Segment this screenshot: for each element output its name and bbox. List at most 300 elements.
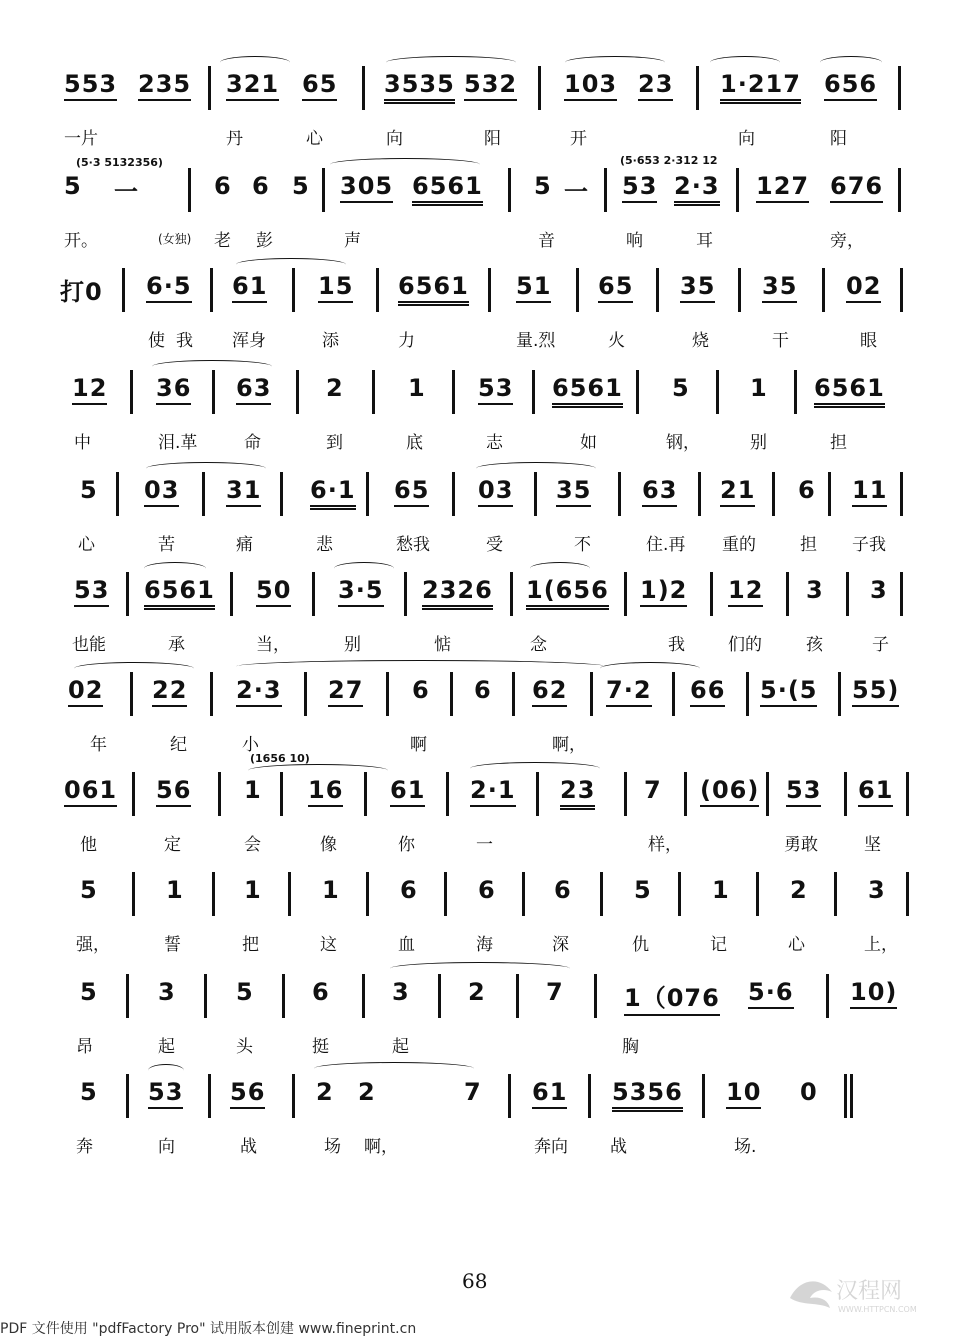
barline xyxy=(698,472,701,516)
slur xyxy=(236,660,606,673)
lyric: 定 xyxy=(164,835,181,855)
lyric: 惦 xyxy=(434,635,451,655)
lyric: 起 xyxy=(392,1037,409,1057)
barline xyxy=(512,672,515,716)
note-group: 10 xyxy=(726,1078,761,1109)
note-group: 10) xyxy=(850,978,897,1009)
slur xyxy=(565,56,665,69)
note-group: 11 xyxy=(852,476,887,507)
lyric: 悲 xyxy=(316,535,333,555)
barline xyxy=(210,672,213,716)
note-group: 6561 xyxy=(144,576,215,610)
lyric: 誓 xyxy=(164,935,181,955)
barline xyxy=(746,672,749,716)
barline xyxy=(450,672,453,716)
barline xyxy=(900,572,903,616)
slur xyxy=(600,662,700,675)
lyric: 子 xyxy=(872,635,889,655)
note-group: 321 xyxy=(226,70,279,101)
lyric: 头 xyxy=(236,1037,253,1057)
note-group: 1)2 xyxy=(640,576,687,607)
lyric: 浑身 xyxy=(232,331,266,351)
lyric: 开 xyxy=(570,129,587,149)
note-group: 65 xyxy=(598,272,633,303)
notes-row xyxy=(60,62,920,114)
barline xyxy=(822,268,825,312)
barline xyxy=(122,268,125,312)
lyric: 重的 xyxy=(722,535,756,555)
note-group: 12 xyxy=(728,576,763,607)
slur xyxy=(148,1064,184,1077)
note-group: 打0 xyxy=(60,278,103,306)
watermark-url: WWW.HTTPCN.COM xyxy=(838,1305,917,1314)
barline xyxy=(738,268,741,312)
note-group: 5 xyxy=(292,172,310,200)
lyric: 阳 xyxy=(830,129,847,149)
note-group: 5 xyxy=(634,876,652,904)
barline xyxy=(404,572,407,616)
barline xyxy=(212,370,215,414)
bracket-annotation: (5·653 2·312 12 xyxy=(620,154,718,167)
lyric: 声 xyxy=(344,231,361,251)
lyric: 旁， xyxy=(830,231,864,251)
note-group: 1 xyxy=(750,374,768,402)
lyric: 场 xyxy=(324,1137,341,1157)
lyric: 住.再 xyxy=(646,535,686,555)
note-group: 2·3 xyxy=(674,172,720,206)
score-system-6 xyxy=(60,568,920,668)
lyric: 受 xyxy=(486,535,503,555)
barline xyxy=(312,572,315,616)
slur xyxy=(390,962,570,975)
lyric: 会 xyxy=(244,835,261,855)
note-group: 56 xyxy=(156,776,191,807)
lyric: 把 xyxy=(242,935,259,955)
lyric: 使 xyxy=(148,331,165,351)
note-group: 55) xyxy=(852,676,899,707)
lyric: 奔向 xyxy=(534,1137,568,1157)
lyrics-row xyxy=(60,630,920,656)
note-group: 51 xyxy=(516,272,551,303)
lyric: 眼 xyxy=(860,331,877,351)
barline xyxy=(126,974,129,1018)
note-group: 5 xyxy=(534,172,552,200)
barline xyxy=(786,572,789,616)
note-group: 7 xyxy=(546,978,564,1006)
barline xyxy=(280,472,283,516)
note-group: 62 xyxy=(532,676,567,707)
note-group: 6 xyxy=(412,676,430,704)
barline xyxy=(624,772,627,816)
lyrics-row xyxy=(60,326,920,352)
note-group: 061 xyxy=(64,776,117,807)
notes-row xyxy=(60,970,920,1022)
lyric: 钢， xyxy=(666,433,700,453)
note-group: 53 xyxy=(74,576,109,607)
barline xyxy=(898,168,901,212)
slur xyxy=(314,1062,474,1075)
note-group: 6·1 xyxy=(310,476,356,510)
lyric: 战 xyxy=(240,1137,257,1157)
note-group: 7 xyxy=(464,1078,482,1106)
score-system-11 xyxy=(60,1070,920,1170)
note-group: 35 xyxy=(680,272,715,303)
barline xyxy=(296,370,299,414)
note-group: 63 xyxy=(642,476,677,507)
barline xyxy=(288,872,291,916)
note-group: 03 xyxy=(478,476,513,507)
barline xyxy=(590,672,593,716)
score-system-8 xyxy=(60,752,920,868)
note-group: 5 xyxy=(80,476,98,504)
barline xyxy=(366,872,369,916)
lyric: 心 xyxy=(306,129,323,149)
slur xyxy=(236,258,346,271)
barline xyxy=(282,974,285,1018)
lyric: 音 xyxy=(538,231,555,251)
lyric: 痛 xyxy=(236,535,253,555)
barline xyxy=(522,872,525,916)
barline xyxy=(508,1074,511,1118)
barline xyxy=(696,66,699,110)
barline xyxy=(898,66,901,110)
note-group: 6561 xyxy=(552,374,623,408)
lyric: 啊， xyxy=(364,1137,398,1157)
lyrics-row xyxy=(60,1132,920,1158)
lyric: 承 xyxy=(168,635,185,655)
barline xyxy=(130,370,133,414)
note-group: 3·5 xyxy=(338,576,384,607)
lyric: 海 xyxy=(476,935,493,955)
note-group: 6 xyxy=(400,876,418,904)
lyric: 丹 xyxy=(226,129,243,149)
note-group: (06) xyxy=(700,776,759,807)
barline xyxy=(534,472,537,516)
barline xyxy=(452,472,455,516)
note-group: 61 xyxy=(532,1078,567,1109)
barline xyxy=(794,370,797,414)
barline xyxy=(208,1074,211,1118)
lyric: 当， xyxy=(256,635,290,655)
barline xyxy=(126,1074,129,1118)
notes-row xyxy=(60,752,920,820)
score-system-3 xyxy=(60,264,920,364)
notes-row xyxy=(60,568,920,620)
note-group: 21 xyxy=(720,476,755,507)
lyrics-row xyxy=(60,428,920,454)
lyric: 向 xyxy=(386,129,403,149)
slur xyxy=(820,56,882,69)
barline xyxy=(132,872,135,916)
note-group: 5356 xyxy=(612,1078,683,1112)
note-group: 6 xyxy=(252,172,270,200)
slur xyxy=(330,158,480,171)
note-group: 1(656 xyxy=(526,576,609,610)
barline xyxy=(304,672,307,716)
note-group: 53 xyxy=(148,1078,183,1109)
lyric: 向 xyxy=(738,129,755,149)
final-barline xyxy=(844,1074,847,1118)
note-group: 5·6 xyxy=(748,978,794,1009)
note-group: 03 xyxy=(144,476,179,507)
barline xyxy=(372,370,375,414)
barline xyxy=(702,1074,705,1118)
lyric: 你 xyxy=(398,835,415,855)
note-group: 1 xyxy=(712,876,730,904)
note-group: 1 xyxy=(244,776,262,804)
barline xyxy=(366,472,369,516)
lyric: 心 xyxy=(78,535,95,555)
lyric: 命 xyxy=(244,433,261,453)
lyric: 子我 xyxy=(852,535,886,555)
lyric: 苦 xyxy=(158,535,175,555)
barline xyxy=(906,772,909,816)
barline xyxy=(618,472,621,516)
barline xyxy=(444,872,447,916)
note-group: 3 xyxy=(392,978,410,1006)
note-group: 61 xyxy=(858,776,893,807)
score-system-7 xyxy=(60,668,920,768)
note-group: 12 xyxy=(72,374,107,405)
note-group: 5 xyxy=(64,172,82,200)
note-group: 56 xyxy=(230,1078,265,1109)
note-group: 676 xyxy=(830,172,883,203)
notes-row xyxy=(60,868,920,920)
barline xyxy=(838,672,841,716)
note-group: 23 xyxy=(638,70,673,101)
note-group: 2326 xyxy=(422,576,493,610)
note-group: 3 xyxy=(806,576,824,604)
note-group: 53 xyxy=(786,776,821,807)
note-group: 2 xyxy=(326,374,344,402)
barline xyxy=(280,772,283,816)
note-group: 305 xyxy=(340,172,393,203)
barline xyxy=(756,872,759,916)
note-group: 1（076 xyxy=(624,978,720,1016)
lyric: 挺 xyxy=(312,1037,329,1057)
score-system-10 xyxy=(60,970,920,1070)
note-group: 6 xyxy=(474,676,492,704)
note-group: 61 xyxy=(232,272,267,303)
note-group: 35 xyxy=(762,272,797,303)
barline xyxy=(678,872,681,916)
lyric: 上， xyxy=(864,935,898,955)
lyric: 心 xyxy=(788,935,805,955)
note-group: 5 xyxy=(236,978,254,1006)
barline xyxy=(600,872,603,916)
note-group: 6561 xyxy=(814,374,885,408)
barline xyxy=(218,772,221,816)
barline xyxy=(588,1074,591,1118)
lyric: 样， xyxy=(648,835,682,855)
slur xyxy=(144,562,206,575)
barline xyxy=(126,572,129,616)
note-group: 6561 xyxy=(398,272,469,306)
barline xyxy=(210,268,213,312)
note-group: 一 xyxy=(114,178,139,206)
note-group: 0 xyxy=(800,1078,818,1106)
barline xyxy=(516,974,519,1018)
lyric: 阳 xyxy=(484,129,501,149)
lyric: 底 xyxy=(406,433,423,453)
score-system-1 xyxy=(60,62,920,162)
barline xyxy=(834,872,837,916)
lyric: 小 xyxy=(242,735,259,755)
lyric: 战 xyxy=(610,1137,627,1157)
barline xyxy=(230,572,233,616)
barline xyxy=(376,268,379,312)
note-group: 3 xyxy=(868,876,886,904)
barline xyxy=(208,66,211,110)
lyric: 他 xyxy=(80,835,97,855)
barline xyxy=(604,168,607,212)
lyric: 老 xyxy=(214,231,231,251)
lyric: 也能 xyxy=(72,635,106,655)
note-group: 65 xyxy=(394,476,429,507)
note-group: 1 xyxy=(322,876,340,904)
lyric: 我 xyxy=(176,331,193,351)
note-group: 2 xyxy=(468,978,486,1006)
note-group: 3 xyxy=(870,576,888,604)
barline xyxy=(452,370,455,414)
note-group: 5·(5 xyxy=(760,676,817,707)
barline xyxy=(710,572,713,616)
lyric: 昂 xyxy=(76,1037,93,1057)
note-group: 6 xyxy=(478,876,496,904)
barline xyxy=(636,370,639,414)
notes-row xyxy=(60,366,920,418)
barline xyxy=(624,572,627,616)
note-group: 66 xyxy=(690,676,725,707)
note-group: 235 xyxy=(138,70,191,101)
notes-row xyxy=(60,154,920,216)
lyric: 一 xyxy=(476,835,493,855)
lyrics-row xyxy=(60,730,920,756)
score-system-4 xyxy=(60,366,920,466)
lyric: 起 xyxy=(158,1037,175,1057)
lyric: 烧 xyxy=(692,331,709,351)
note-group: 31 xyxy=(226,476,261,507)
lyric: 胸 xyxy=(622,1037,639,1057)
barline xyxy=(532,370,535,414)
lyric: 干 xyxy=(772,331,789,351)
score-system-9 xyxy=(60,868,920,968)
note-group: 2 xyxy=(316,1078,334,1106)
lyric: 血 xyxy=(398,935,415,955)
lyric: 不 xyxy=(574,535,591,555)
barline xyxy=(684,772,687,816)
barline xyxy=(576,268,579,312)
lyric: 年 xyxy=(90,735,107,755)
lyric: 们的 xyxy=(728,635,762,655)
lyric: (女独) xyxy=(158,232,192,246)
note-group: 50 xyxy=(256,576,291,607)
barline xyxy=(716,370,719,414)
barline xyxy=(202,472,205,516)
note-group: 2 xyxy=(358,1078,376,1106)
lyric: 场. xyxy=(734,1137,757,1157)
lyric: 力 xyxy=(398,331,415,351)
lyric: 孩 xyxy=(806,635,823,655)
note-group: 6 xyxy=(554,876,572,904)
lyric: 记 xyxy=(710,935,727,955)
note-group: 3 xyxy=(158,978,176,1006)
lyric: 强， xyxy=(76,935,110,955)
barline xyxy=(844,772,847,816)
barline xyxy=(900,268,903,312)
lyric: 啊 xyxy=(410,735,427,755)
note-group: 53 xyxy=(478,374,513,405)
lyrics-row xyxy=(60,124,920,150)
lyric: 我 xyxy=(668,635,685,655)
note-group: 127 xyxy=(756,172,809,203)
note-group: 63 xyxy=(236,374,271,405)
page-number: 68 xyxy=(462,1269,488,1293)
barline xyxy=(672,672,675,716)
barline xyxy=(188,168,191,212)
note-group: 2·3 xyxy=(236,676,282,707)
lyrics-row xyxy=(60,1032,920,1058)
notes-row xyxy=(60,468,920,520)
note-group: 16 xyxy=(308,776,343,807)
barline xyxy=(362,974,365,1018)
barline xyxy=(488,268,491,312)
slur xyxy=(74,662,194,675)
lyric: 添 xyxy=(322,331,339,351)
lyric: 火 xyxy=(608,331,625,351)
barline xyxy=(900,472,903,516)
note-group: 7 xyxy=(644,776,662,804)
notes-row xyxy=(60,264,920,316)
note-group: 656 xyxy=(824,70,877,101)
lyric: 愁我 xyxy=(396,535,430,555)
lyric: 担 xyxy=(830,433,847,453)
note-group: 一 xyxy=(564,178,589,206)
lyric: 念 xyxy=(530,635,547,655)
barline xyxy=(772,472,775,516)
note-group: 5 xyxy=(672,374,690,402)
barline xyxy=(594,974,597,1018)
slur xyxy=(386,56,516,69)
note-group: 15 xyxy=(318,272,353,303)
note-group: 22 xyxy=(152,676,187,707)
lyric: 量.烈 xyxy=(516,331,556,351)
note-group: 5 xyxy=(80,876,98,904)
barline xyxy=(116,472,119,516)
barline xyxy=(536,772,539,816)
barline xyxy=(364,772,367,816)
lyric: 彭 xyxy=(256,231,273,251)
lyric: 别 xyxy=(750,433,767,453)
notes-row xyxy=(60,668,920,720)
note-group: 27 xyxy=(328,676,363,707)
barline xyxy=(826,974,829,1018)
lyric: 响 xyxy=(626,231,643,251)
barline xyxy=(538,66,541,110)
note-group: 3535 xyxy=(384,70,455,104)
barline xyxy=(846,572,849,616)
note-group: 1 xyxy=(408,374,426,402)
barline xyxy=(204,974,207,1018)
barline xyxy=(292,1074,295,1118)
lyric: 开。 xyxy=(64,231,98,251)
barline xyxy=(446,772,449,816)
lyric: 到 xyxy=(326,433,343,453)
lyrics-row xyxy=(60,226,920,252)
lyric: 志 xyxy=(486,433,503,453)
note-group: 2 xyxy=(790,876,808,904)
note-group: 6·5 xyxy=(146,272,192,303)
